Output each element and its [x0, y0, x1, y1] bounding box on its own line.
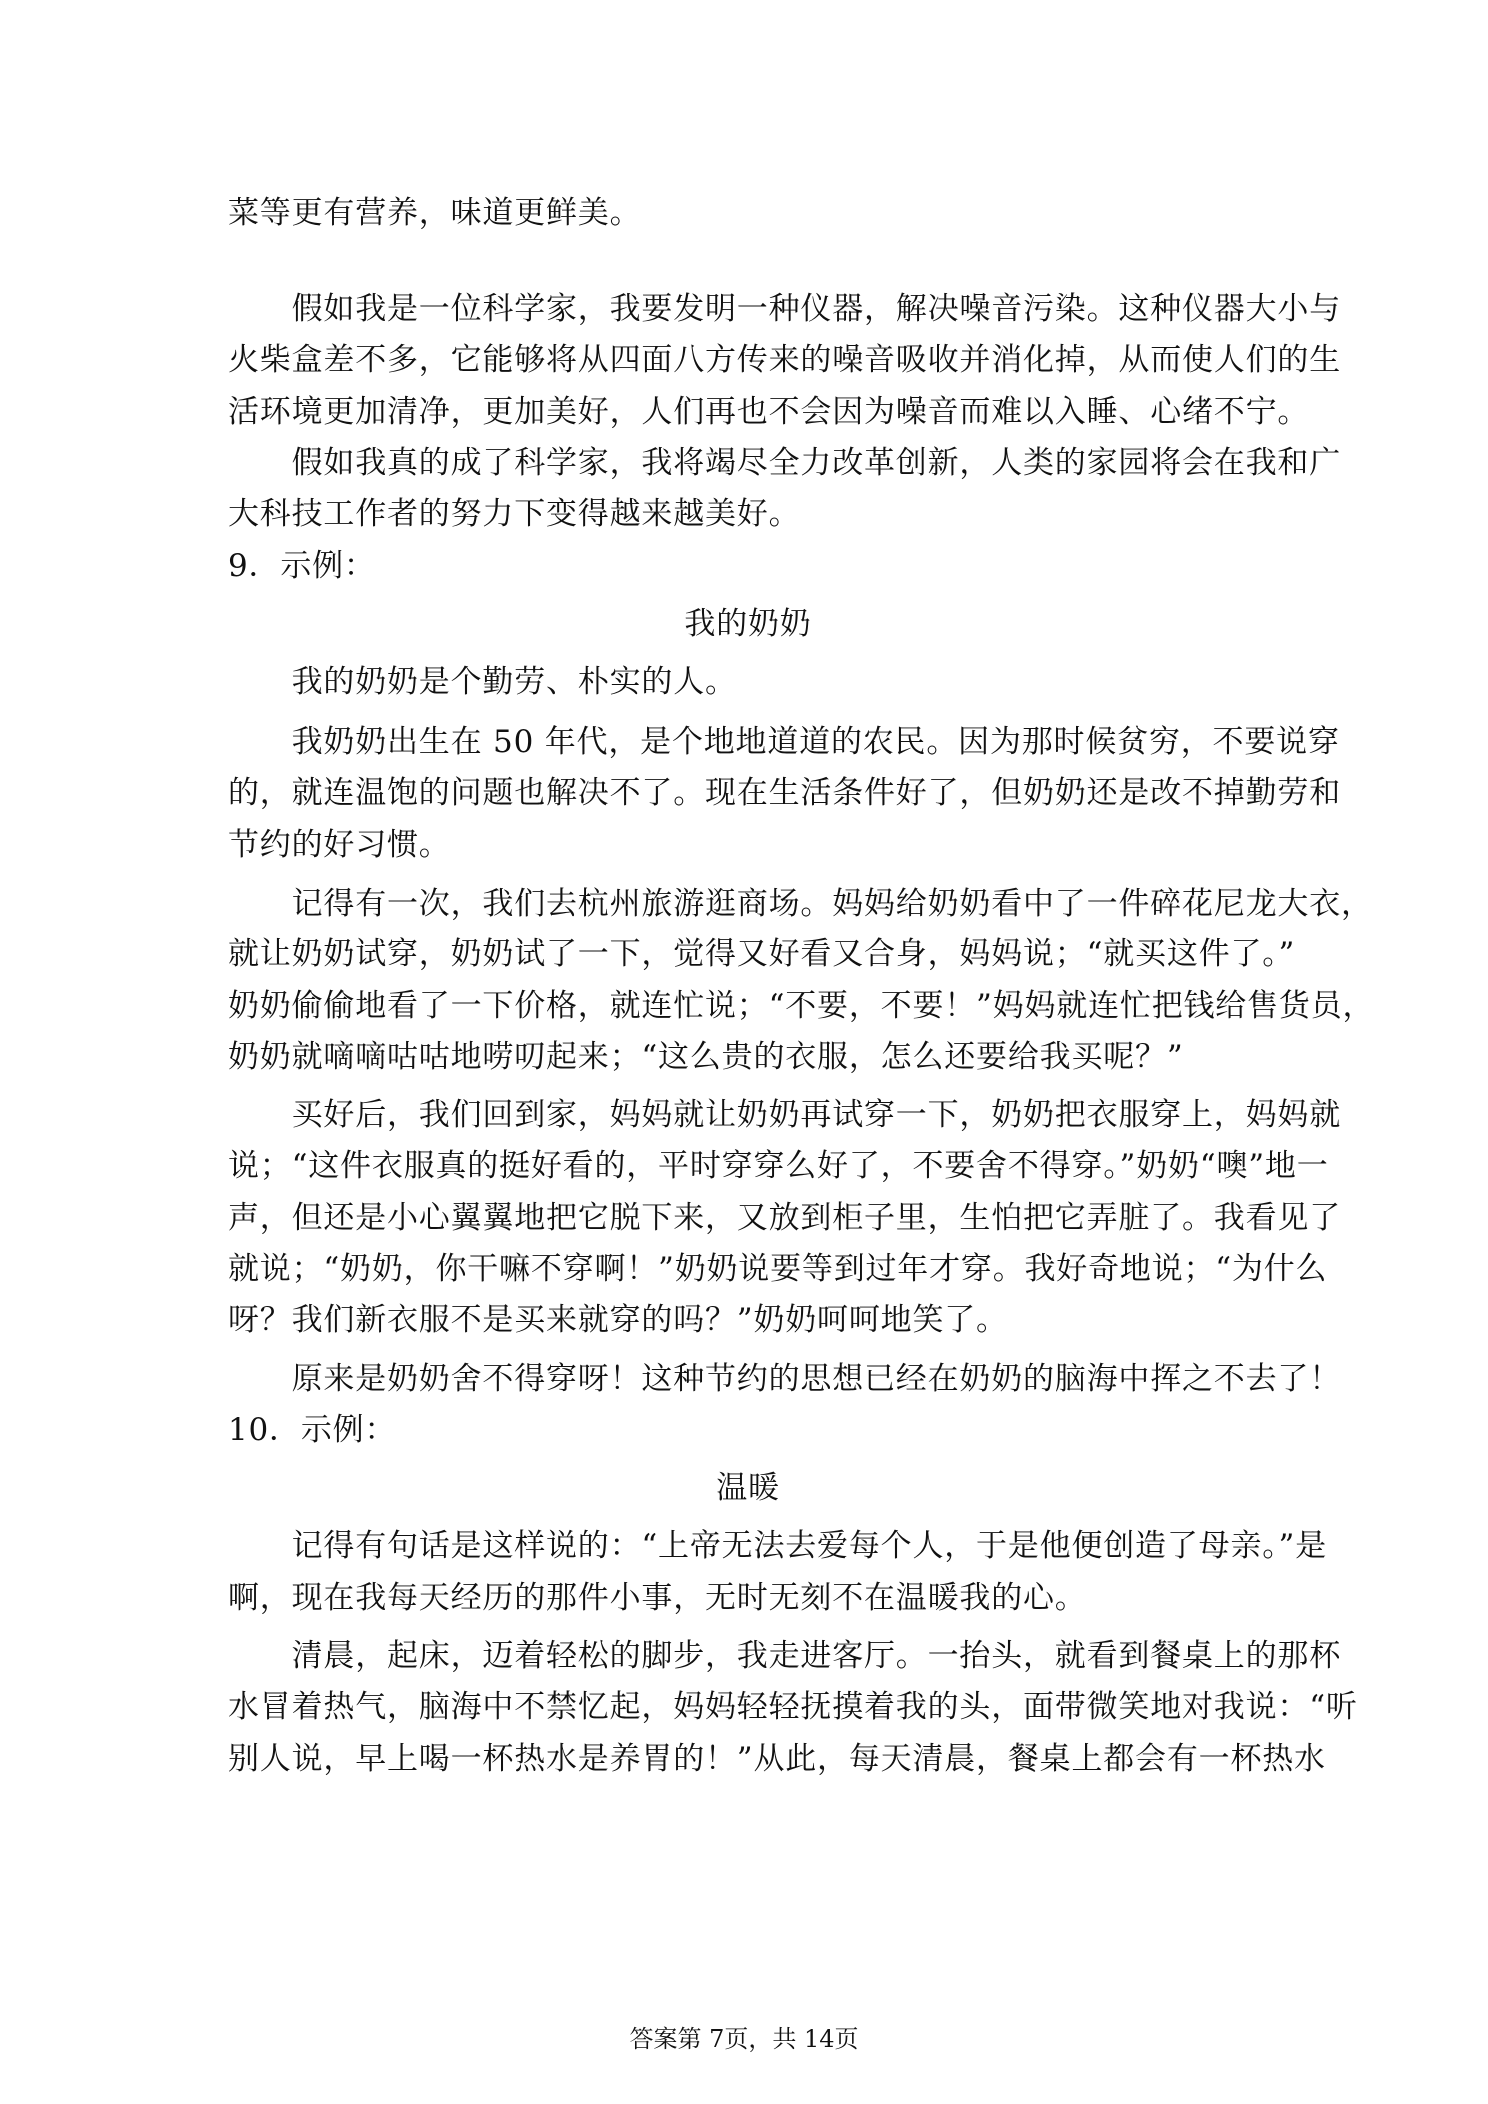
- text-line: 火柴盒差不多，它能够将从四面八方传来的噪音吸收并消化掉，从而使人们的生: [228, 342, 1341, 378]
- text-line: 我奶奶出生在 50 年代，是个地地道道的农民。因为那时候贫穷，不要说穿: [228, 724, 1340, 760]
- text-line: 呀？我们新衣服不是买来就穿的吗？”奶奶呵呵地笑了。: [228, 1302, 1008, 1338]
- text-line: 的，就连温饱的问题也解决不了。现在生活条件好了，但奶奶还是改不掉勤劳和: [228, 775, 1341, 811]
- page-footer: 答案第 7页，共 14页: [629, 2025, 859, 2053]
- text-line: 声，但还是小心翼翼地把它脱下来，又放到柜子里，生怕把它弄脏了。我看见了: [228, 1200, 1341, 1236]
- text-line: 原来是奶奶舍不得穿呀！这种节约的思想已经在奶奶的脑海中挥之不去了！: [228, 1361, 1341, 1397]
- text-line: 节约的好习惯。: [228, 827, 451, 863]
- essay-title: 我的奶奶: [684, 606, 812, 642]
- text-line: 大科技工作者的努力下变得越来越美好。: [228, 496, 801, 532]
- question-number: 10．示例：: [228, 1412, 397, 1448]
- essay-title: 温暖: [716, 1470, 780, 1506]
- text-line: 记得有一次，我们去杭州旅游逛商场。妈妈给奶奶看中了一件碎花尼龙大衣，: [228, 886, 1373, 922]
- text-line: 记得有句话是这样说的：“上帝无法去爱每个人，于是他便创造了母亲。”是: [228, 1528, 1327, 1564]
- text-line: 假如我是一位科学家，我要发明一种仪器，解决噪音污染。这种仪器大小与: [228, 291, 1341, 327]
- text-line: 就说；“奶奶，你干嘛不穿啊！”奶奶说要等到过年才穿。我好奇地说；“为什么: [228, 1251, 1328, 1287]
- question-number: 9．示例：: [228, 548, 376, 584]
- text-line: 菜等更有营养，味道更鲜美。: [228, 195, 642, 231]
- text-line: 我的奶奶是个勤劳、朴实的人。: [228, 664, 737, 700]
- text-line: 奶奶就嘀嘀咕咕地唠叨起来；“这么贵的衣服，怎么还要给我买呢？”: [228, 1039, 1184, 1075]
- text-line: 就让奶奶试穿，奶奶试了一下，觉得又好看又合身，妈妈说；“就买这件了。”: [228, 936, 1296, 972]
- text-line: 假如我真的成了科学家，我将竭尽全力改革创新，人类的家园将会在我和广: [228, 445, 1341, 481]
- text-line: 奶奶偷偷地看了一下价格，就连忙说；“不要，不要！”妈妈就连忙把钱给售货员，: [228, 988, 1375, 1024]
- text-line: 说；“这件衣服真的挺好看的，平时穿穿么好了，不要舍不得穿。”奶奶“噢”地一: [228, 1148, 1329, 1184]
- text-line: 啊，现在我每天经历的那件小事，无时无刻不在温暖我的心。: [228, 1580, 1087, 1616]
- text-line: 活环境更加清净，更加美好，人们再也不会因为噪音而难以入睡、心绪不宁。: [228, 394, 1310, 430]
- text-line: 清晨，起床，迈着轻松的脚步，我走进客厅。一抬头，就看到餐桌上的那杯: [228, 1638, 1341, 1674]
- text-line: 别人说，早上喝一杯热水是养胃的！”从此，每天清晨，餐桌上都会有一杯热水: [228, 1741, 1326, 1777]
- text-line: 买好后，我们回到家，妈妈就让奶奶再试穿一下，奶奶把衣服穿上，妈妈就: [228, 1097, 1341, 1133]
- text-line: 水冒着热气，脑海中不禁忆起，妈妈轻轻抚摸着我的头，面带微笑地对我说：“听: [228, 1689, 1358, 1725]
